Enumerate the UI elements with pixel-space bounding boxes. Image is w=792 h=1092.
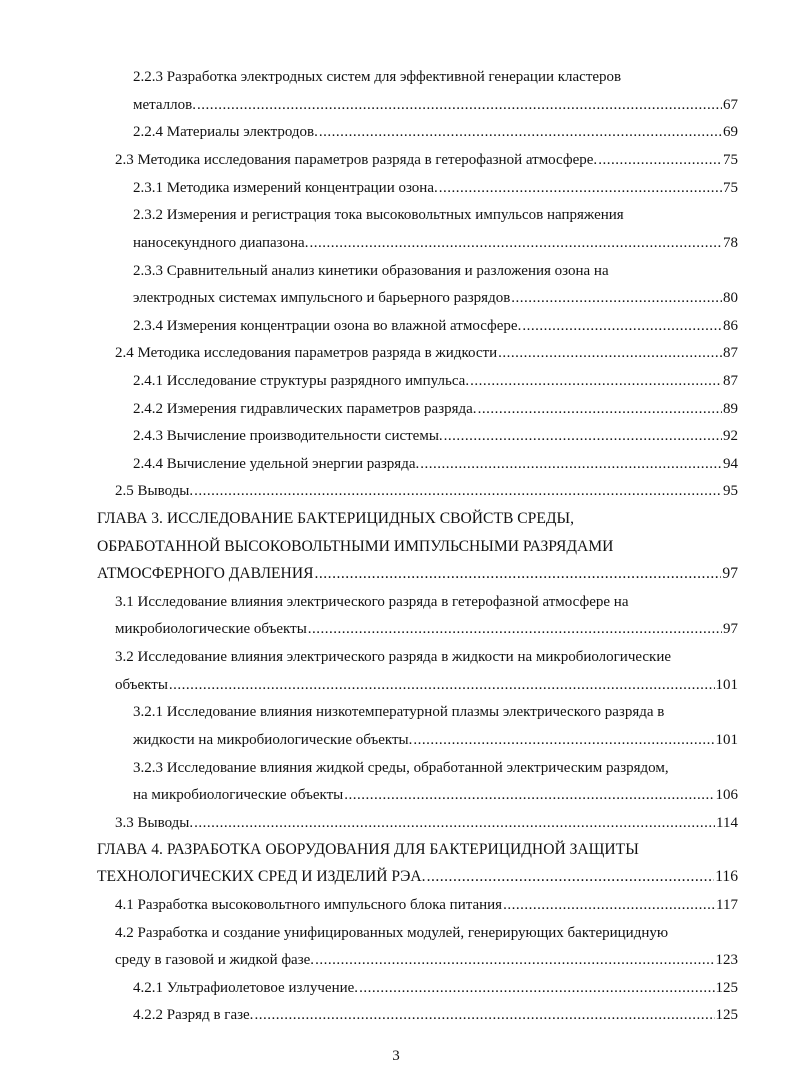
toc-chapter-heading: ТЕХНОЛОГИЧЕСКИХ СРЕД И ИЗДЕЛИЙ РЭА. — [97, 868, 426, 885]
toc-page-number: 67 — [723, 97, 738, 113]
toc-page-number: 86 — [723, 318, 738, 334]
toc-chapter-4-line2 — [97, 866, 738, 888]
toc-chapter-heading: ГЛАВА 4. РАЗРАБОТКА ОБОРУДОВАНИЯ ДЛЯ БАКТЕРИЦИДНОЙ ЗАЩИТЫ — [97, 841, 639, 858]
toc-page-number: 97 — [723, 621, 738, 637]
toc-entry-text: 2.4.4 Вычисление удельной энергии разряда. — [133, 456, 420, 472]
toc-page-number: 101 — [715, 732, 738, 748]
toc-entry-text: 4.2.1 Ультрафиолетовое излучение. — [133, 980, 359, 996]
toc-entry-2-4-2 — [133, 398, 738, 420]
toc-entry-3-2-3-line2 — [133, 784, 738, 806]
toc-entry-text: 2.4.2 Измерения гидравлических параметров разряда. — [133, 401, 477, 417]
leader-dots — [319, 121, 722, 143]
toc-entry-3-2-line1 — [115, 646, 671, 668]
toc-entry-text: электродных системах импульсного и барьерного разрядов — [133, 290, 511, 306]
leader-dots — [470, 370, 722, 392]
toc-entry-3-2-line2 — [115, 674, 738, 696]
toc-entry-text: 2.3 Методика исследования параметров разряда в гетерофазной атмосфере. — [115, 152, 598, 168]
leader-dots — [420, 453, 722, 475]
toc-entry-3-1-line1 — [115, 591, 628, 613]
toc-entry-3-2-3-line1 — [133, 757, 669, 779]
toc-entry-text: жидкости на микробиологические объекты. — [133, 732, 413, 748]
toc-page-number: 101 — [715, 677, 738, 693]
toc-entry-3-2-1-line2 — [133, 729, 738, 751]
toc-entry-text: 2.2.4 Материалы электродов. — [133, 124, 318, 140]
toc-page-number: 92 — [723, 428, 738, 444]
leader-dots — [427, 866, 715, 888]
toc-page-number: 75 — [723, 152, 738, 168]
leader-dots — [344, 784, 714, 806]
leader-dots — [194, 812, 715, 834]
toc-page-number: 95 — [723, 483, 738, 499]
toc-entry-2-3-2-line2 — [133, 232, 738, 254]
toc-page-number: 114 — [716, 815, 738, 831]
toc-entry-text: металлов. — [133, 97, 196, 113]
toc-entry-3-3 — [115, 812, 738, 834]
leader-dots — [413, 729, 714, 751]
toc-entry-3-2-1-line1 — [133, 701, 664, 723]
toc-entry-text: 2.2.3 Разработка электродных систем для эффективной генерации кластеров — [133, 69, 622, 85]
toc-entry-text: 3.3 Выводы. — [115, 815, 194, 831]
toc-entry-text: 2.3.1 Методика измерений концентрации озона. — [133, 180, 438, 196]
leader-dots — [194, 480, 722, 502]
toc-page-number: 89 — [723, 401, 738, 417]
leader-dots — [254, 1004, 714, 1026]
toc-entry-text: 3.2.3 Исследование влияния жидкой среды, обработанной электрическим разрядом, — [133, 760, 669, 776]
toc-entry-text: 2.5 Выводы. — [115, 483, 194, 499]
toc-entry-text: 4.2 Разработка и создание унифицированных модулей, генерирующих бактерицидную — [115, 925, 669, 941]
toc-entry-2-3-1 — [133, 177, 738, 199]
toc-entry-text: 2.4.3 Вычисление производительности системы. — [133, 428, 443, 444]
toc-entry-2-5 — [115, 480, 738, 502]
toc-entry-2-3-2-line1 — [133, 204, 624, 226]
toc-entry-text: наносекундного диапазона. — [133, 235, 309, 251]
toc-page-number: 87 — [723, 345, 738, 361]
toc-page-number: 106 — [715, 787, 738, 803]
toc-page-number: 78 — [723, 235, 738, 251]
toc-entry-text: 3.2.1 Исследование влияния низкотемпературной плазмы электрического разряда в — [133, 704, 665, 720]
toc-page-number: 125 — [715, 980, 738, 996]
leader-dots — [598, 149, 722, 171]
leader-dots — [498, 342, 722, 364]
leader-dots — [314, 563, 721, 585]
toc-entry-2-4 — [115, 342, 738, 364]
toc-entry-2-4-1 — [133, 370, 738, 392]
toc-entry-text: 4.1 Разработка высоковольтного импульсного блока питания — [115, 897, 503, 913]
toc-entry-2-2-4 — [133, 121, 738, 143]
toc-entry-2-2-3-line2 — [133, 94, 738, 116]
toc-page-number: 69 — [723, 124, 738, 140]
toc-page-number: 94 — [723, 456, 738, 472]
leader-dots — [503, 894, 715, 916]
toc-entry-4-2-2 — [133, 1004, 738, 1026]
leader-dots — [522, 315, 722, 337]
toc-entry-3-1-line2 — [115, 618, 738, 640]
leader-dots — [197, 94, 722, 116]
leader-dots — [439, 177, 722, 199]
toc-entry-2-3-3-line1 — [133, 260, 609, 282]
toc-chapter-4-line1 — [97, 839, 639, 861]
leader-dots — [478, 398, 722, 420]
toc-page-number: 125 — [715, 1007, 738, 1023]
toc-entry-text: 2.4 Методика исследования параметров разряда в жидкости — [115, 345, 498, 361]
leader-dots — [444, 425, 722, 447]
toc-page-number: 117 — [716, 897, 738, 913]
toc-entry-text: 2.3.2 Измерения и регистрация тока высоковольтных импульсов напряжения — [133, 207, 624, 223]
toc-page-number: 116 — [715, 868, 738, 885]
toc-page-number: 87 — [723, 373, 738, 389]
toc-entry-4-2-line2 — [115, 949, 738, 971]
toc-entry-text: среду в газовой и жидкой фазе. — [115, 952, 315, 968]
toc-entry-text: 4.2.2 Разряд в газе. — [133, 1007, 254, 1023]
toc-entry-2-2-3-line1 — [133, 66, 621, 88]
toc-entry-text: 2.3.3 Сравнительный анализ кинетики образования и разложения озона на — [133, 263, 609, 279]
toc-entry-text: 3.1 Исследование влияния электрического разряда в гетерофазной атмосфере на — [115, 594, 629, 610]
toc-entry-text: на микробиологические объекты — [133, 787, 344, 803]
toc-chapter-3-line3 — [97, 563, 738, 585]
toc-entry-4-2-line1 — [115, 922, 668, 944]
toc-page-number: 75 — [723, 180, 738, 196]
toc-page-number: 80 — [723, 290, 738, 306]
toc-entry-4-1 — [115, 894, 738, 916]
page-number: 3 — [392, 1048, 400, 1064]
toc-entry-text: микробиологические объекты — [115, 621, 307, 637]
toc-chapter-heading: ОБРАБОТАННОЙ ВЫСОКОВОЛЬТНЫМИ ИМПУЛЬСНЫМИ РАЗРЯДАМИ — [97, 538, 614, 555]
toc-chapter-heading: ГЛАВА 3. ИССЛЕДОВАНИЕ БАКТЕРИЦИДНЫХ СВОЙСТВ СРЕДЫ, — [97, 510, 575, 527]
leader-dots — [511, 287, 722, 309]
toc-entry-2-3-3-line2 — [133, 287, 738, 309]
toc-entry-text: 2.3.4 Измерения концентрации озона во влажной атмосфере. — [133, 318, 522, 334]
toc-entry-2-3 — [115, 149, 738, 171]
toc-chapter-3-line1 — [97, 508, 574, 530]
toc-entry-text: объекты — [115, 677, 168, 693]
leader-dots — [169, 674, 715, 696]
toc-entry-text: 2.4.1 Исследование структуры разрядного импульса. — [133, 373, 470, 389]
leader-dots — [309, 232, 722, 254]
toc-chapter-heading: АТМОСФЕРНОГО ДАВЛЕНИЯ — [97, 565, 314, 582]
leader-dots — [308, 618, 722, 640]
toc-chapter-3-line2 — [97, 536, 613, 558]
toc-entry-4-2-1 — [133, 977, 738, 999]
toc-page-number: 123 — [715, 952, 738, 968]
toc-page-number: 97 — [722, 565, 738, 582]
toc-entry-2-3-4 — [133, 315, 738, 337]
leader-dots — [315, 949, 714, 971]
toc-entry-2-4-3 — [133, 425, 738, 447]
toc-entry-2-4-4 — [133, 453, 738, 475]
leader-dots — [359, 977, 714, 999]
toc-entry-text: 3.2 Исследование влияния электрического разряда в жидкости на микробиологические — [115, 649, 672, 665]
